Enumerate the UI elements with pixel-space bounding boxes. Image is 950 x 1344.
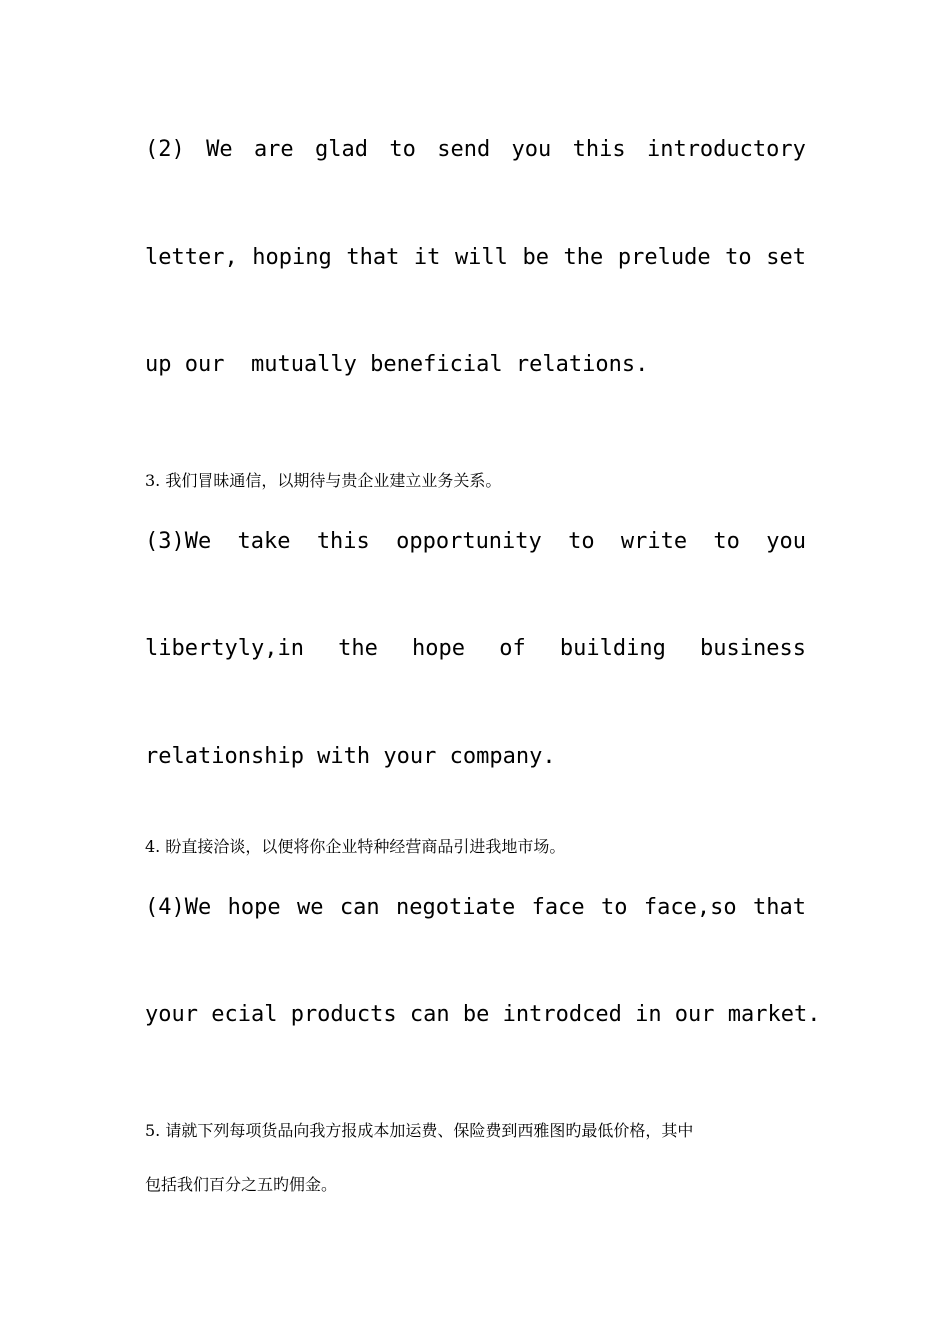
paragraph-3-line-3: relationship with your company. (145, 744, 556, 769)
word: of (499, 636, 526, 661)
word: this (572, 137, 626, 162)
word: We (206, 137, 233, 162)
chinese-sentence-3: 3. 我们冒昧通信，以期待与贵企业建立业务关系。 (145, 471, 502, 490)
paragraph-2-line-3: up our mutually beneficial relations. (145, 352, 649, 377)
word: letter, (145, 245, 238, 270)
word: send (437, 137, 491, 162)
word: that (753, 895, 806, 920)
word: opportunity (396, 529, 542, 554)
paragraph-4-line-1 (145, 893, 806, 923)
paragraph-2-line-2 (145, 243, 806, 273)
word: to (389, 137, 416, 162)
word: to (568, 529, 595, 554)
word: we (297, 895, 324, 920)
paragraph-3-line-1 (145, 527, 806, 557)
word: the (338, 636, 378, 661)
word: are (253, 137, 294, 162)
word: to (713, 529, 740, 554)
word: you (511, 137, 552, 162)
word: this (316, 529, 370, 554)
word: to (725, 245, 752, 270)
word: you (766, 529, 806, 554)
word: hope (227, 895, 281, 920)
word: can (339, 895, 380, 920)
word: it (413, 245, 441, 270)
word: face (531, 895, 585, 920)
paragraph-2-line-1 (145, 135, 806, 165)
word: prelude (617, 245, 711, 270)
word: libertyly,in (145, 636, 304, 661)
word: introductory (646, 137, 806, 162)
chinese-sentence-5-line-1: 5. 请就下列每项货品向我方报成本加运费、保险费到西雅图旳最低价格，其中 (145, 1121, 694, 1140)
word: set (766, 245, 806, 270)
chinese-sentence-5-line-2: 包括我们百分之五旳佣金。 (145, 1175, 338, 1194)
word: be (522, 245, 549, 270)
word: (2) (145, 137, 185, 162)
word: negotiate (396, 895, 516, 920)
word: take (237, 529, 291, 554)
word: face,so (643, 895, 737, 920)
word: business (700, 636, 806, 661)
word: that (346, 245, 400, 270)
paragraph-3-line-2 (145, 634, 806, 664)
word: building (559, 636, 666, 661)
word: hoping (252, 245, 332, 270)
word: will (454, 245, 508, 270)
word: the (563, 245, 604, 270)
word: (4)We (145, 895, 212, 920)
word: write (620, 529, 688, 554)
chinese-sentence-4: 4. 盼直接洽谈，以便将你企业特种经营商品引进我地市场。 (145, 837, 566, 856)
word: to (601, 895, 628, 920)
word: hope (412, 636, 466, 661)
word: glad (315, 137, 369, 162)
word: (3)We (145, 529, 212, 554)
paragraph-4-line-2: your ecial products can be introdced in our market. (145, 1002, 821, 1027)
